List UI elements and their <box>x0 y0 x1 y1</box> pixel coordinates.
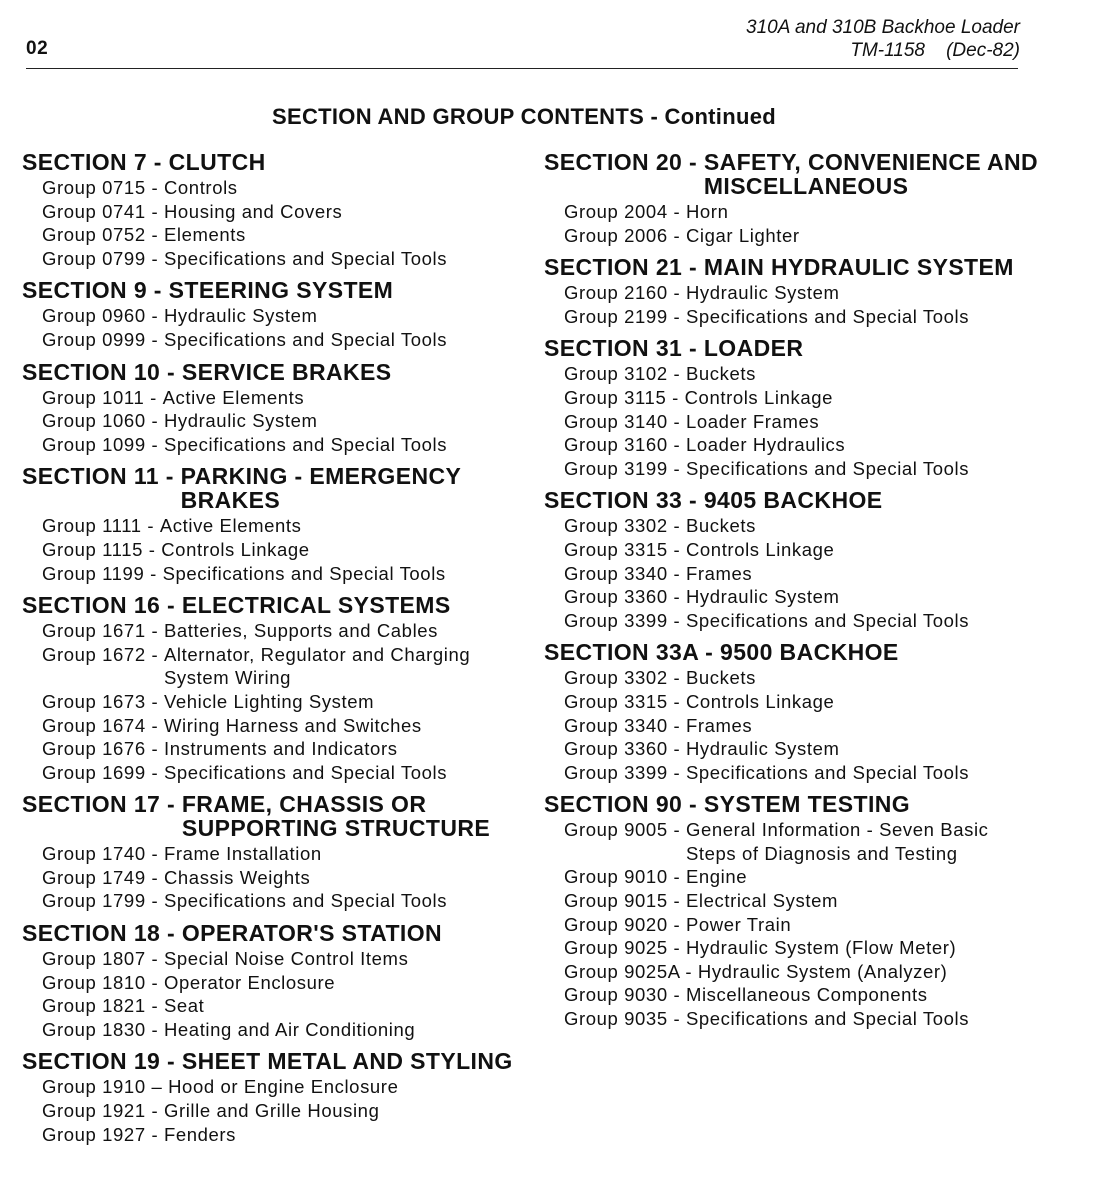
section-heading <box>22 921 522 945</box>
group-entry <box>544 386 1044 410</box>
group-entry <box>22 562 522 586</box>
toc-section <box>22 278 522 351</box>
section-title: SERVICE BRAKES <box>181 358 392 385</box>
toc-section <box>544 336 1044 480</box>
group-title: General Information - Seven Basic Steps of Diagnosis and Testing <box>685 819 989 864</box>
group-entry <box>544 457 1044 481</box>
group-code: Group 3102 - <box>564 363 686 385</box>
group-entry <box>22 889 522 913</box>
group-entry <box>544 538 1044 562</box>
group-code: Group 9025A - <box>564 960 698 982</box>
group-entry <box>544 514 1044 538</box>
group-code: Group 1011 - <box>42 386 163 408</box>
group-title: Hydraulic System (Flow Meter) <box>685 937 957 959</box>
group-code: Group 9015 - <box>564 890 686 912</box>
section-title: 9500 BACKHOE <box>720 639 899 666</box>
group-code: Group 1810 - <box>42 971 164 993</box>
group-entry <box>544 865 1044 889</box>
group-title: Vehicle Lighting System <box>163 690 375 712</box>
group-title: Hood or Engine Enclosure <box>168 1076 399 1098</box>
group-code: Group 1749 - <box>42 866 164 888</box>
group-code: Group 3199 - <box>564 457 686 479</box>
group-title: Hydraulic System <box>685 738 840 760</box>
document-code: TM-1158 (Dec-82) <box>850 40 1020 61</box>
group-entry <box>544 609 1044 633</box>
group-title: Seat <box>163 995 205 1017</box>
group-entry <box>544 690 1044 714</box>
group-entry <box>544 410 1044 434</box>
section-heading <box>544 488 1044 512</box>
section-heading <box>22 278 522 302</box>
group-title: Frame Installation <box>163 843 322 865</box>
group-code: Group 1671 - <box>42 620 164 642</box>
section-title: STEERING SYSTEM <box>168 277 394 304</box>
group-title: Electrical System <box>685 890 839 912</box>
section-title: PARKING - EMERGENCY BRAKES <box>180 463 461 514</box>
page-number: 02 <box>26 38 49 59</box>
left-column <box>22 150 522 1154</box>
group-title: Controls Linkage <box>685 690 835 712</box>
group-title: Specifications and Special Tools <box>163 328 448 350</box>
group-title: Hydraulic System <box>685 282 840 304</box>
group-entry <box>544 913 1044 937</box>
section-number: SECTION 18 - <box>22 920 182 947</box>
group-code: Group 1099 - <box>42 433 164 455</box>
document-header <box>746 16 1020 62</box>
group-code: Group 1699 - <box>42 761 164 783</box>
group-title: Specifications and Special Tools <box>163 761 448 783</box>
group-code: Group 1740 - <box>42 843 164 865</box>
group-title: Specifications and Special Tools <box>685 609 970 631</box>
section-heading <box>544 640 1044 664</box>
group-code: Group 2004 - <box>564 201 686 222</box>
section-heading <box>22 360 522 384</box>
group-code: Group 1927 - <box>42 1123 164 1145</box>
toc-section <box>22 360 522 457</box>
group-code: Group 0715 - <box>42 177 164 198</box>
group-title: Miscellaneous Components <box>685 984 928 1006</box>
group-code: Group 9020 - <box>564 913 686 935</box>
group-code: Group 9030 - <box>564 984 686 1006</box>
group-title: Cigar Lighter <box>685 224 800 246</box>
group-entry <box>22 223 522 247</box>
group-entry <box>544 936 1044 960</box>
group-code: Group 3315 - <box>564 690 686 712</box>
section-heading <box>544 150 1044 198</box>
section-heading <box>544 255 1044 279</box>
group-code: Group 3160 - <box>564 434 686 456</box>
group-entry <box>22 619 522 643</box>
group-entry <box>22 409 522 433</box>
section-number: SECTION 21 - <box>544 254 704 281</box>
group-title: Hydraulic System (Analyzer) <box>697 960 948 982</box>
toc-section <box>22 1049 522 1146</box>
group-code: Group 3399 - <box>564 761 686 783</box>
group-entry <box>22 761 522 785</box>
group-code: Group 3340 - <box>564 562 686 584</box>
group-code: Group 0799 - <box>42 247 164 269</box>
group-title: Hydraulic System <box>685 586 840 608</box>
group-entry <box>22 176 522 200</box>
group-code: Group 1199 - <box>42 562 163 584</box>
section-number: SECTION 11 - <box>22 463 181 490</box>
toc-section <box>22 921 522 1041</box>
group-title: Special Noise Control Items <box>163 948 409 970</box>
group-entry <box>22 328 522 352</box>
group-entry <box>22 386 522 410</box>
toc-section <box>22 150 522 270</box>
group-code: Group 1821 - <box>42 995 164 1017</box>
toc-section <box>544 792 1044 1030</box>
group-title: Specifications and Special Tools <box>685 1008 970 1030</box>
group-entry <box>544 200 1044 224</box>
group-code: Group 3140 - <box>564 410 686 432</box>
section-number: SECTION 19 - <box>22 1048 182 1075</box>
group-entry <box>544 224 1044 248</box>
group-code: Group 9005 - <box>564 819 686 841</box>
section-title: ELECTRICAL SYSTEMS <box>181 592 451 619</box>
section-title: MAIN HYDRAULIC SYSTEM <box>703 254 1014 281</box>
section-title: OPERATOR'S STATION <box>181 920 442 947</box>
group-entry <box>22 1075 522 1099</box>
section-title: CLUTCH <box>168 149 266 175</box>
group-title: Controls Linkage <box>684 386 834 408</box>
right-column <box>544 150 1044 1039</box>
group-title: Elements <box>163 224 246 246</box>
group-title: Loader Frames <box>685 410 820 432</box>
section-title: SYSTEM TESTING <box>703 791 911 818</box>
section-title: FRAME, CHASSIS OR SUPPORTING STRUCTURE <box>181 791 491 842</box>
group-title: Controls Linkage <box>685 538 835 560</box>
group-entry <box>22 304 522 328</box>
group-title: Specifications and Special Tools <box>685 457 970 479</box>
group-entry <box>544 818 1044 865</box>
group-code: Group 0752 - <box>42 224 164 246</box>
group-entry <box>544 305 1044 329</box>
group-code: Group 1115 - <box>42 538 162 560</box>
toc-section <box>544 255 1044 328</box>
group-entry <box>22 538 522 562</box>
group-entry <box>22 247 522 271</box>
group-entry <box>544 889 1044 913</box>
group-title: Specifications and Special Tools <box>162 562 446 584</box>
toc-section <box>22 464 522 585</box>
group-entry <box>22 200 522 224</box>
section-number: SECTION 7 - <box>22 149 169 175</box>
group-title: Hydraulic System <box>163 305 318 327</box>
group-code: Group 0741 - <box>42 200 164 222</box>
group-code: Group 3340 - <box>564 714 686 736</box>
page-title: SECTION AND GROUP CONTENTS - Continued <box>272 104 776 129</box>
section-heading <box>22 593 522 617</box>
group-entry <box>22 1018 522 1042</box>
document-title: 310A and 310B Backhoe Loader <box>746 17 1020 38</box>
toc-section <box>544 640 1044 784</box>
group-title: Buckets <box>685 363 756 385</box>
group-entry <box>544 281 1044 305</box>
group-entry <box>544 714 1044 738</box>
group-title: Specifications and Special Tools <box>163 247 448 269</box>
group-entry <box>544 1007 1044 1031</box>
group-entry <box>22 714 522 738</box>
group-title: Active Elements <box>159 515 302 537</box>
group-code: Group 3360 - <box>564 738 686 760</box>
group-code: Group 1799 - <box>42 890 164 912</box>
toc-section <box>544 488 1044 632</box>
section-number: SECTION 16 - <box>22 592 182 619</box>
section-number: SECTION 17 - <box>22 791 182 818</box>
group-code: Group 0960 - <box>42 305 164 327</box>
group-entry <box>544 983 1044 1007</box>
group-entry <box>544 585 1044 609</box>
group-entry <box>22 947 522 971</box>
group-title: Controls <box>163 177 238 198</box>
group-entry <box>544 362 1044 386</box>
toc-section <box>22 593 522 784</box>
group-code: Group 1673 - <box>42 690 164 712</box>
group-code: Group 3315 - <box>564 538 686 560</box>
group-title: Active Elements <box>162 386 305 408</box>
group-code: Group 2006 - <box>564 224 686 246</box>
group-code: Group 1111 - <box>42 515 160 537</box>
section-title: LOADER <box>703 335 804 362</box>
section-number: SECTION 31 - <box>544 335 704 362</box>
group-title: Specifications and Special Tools <box>163 433 448 455</box>
section-heading <box>544 792 1044 816</box>
group-title: Frames <box>685 562 753 584</box>
group-title: Grille and Grille Housing <box>163 1100 380 1122</box>
group-title: Housing and Covers <box>163 200 343 222</box>
group-title: Heating and Air Conditioning <box>163 1018 416 1040</box>
group-entry <box>544 737 1044 761</box>
group-code: Group 3360 - <box>564 586 686 608</box>
group-code: Group 9035 - <box>564 1008 686 1030</box>
group-entry <box>22 690 522 714</box>
section-number: SECTION 9 - <box>22 277 169 304</box>
group-code: Group 0999 - <box>42 328 164 350</box>
group-entry <box>22 994 522 1018</box>
group-code: Group 1676 - <box>42 738 164 760</box>
toc-section <box>22 792 522 913</box>
group-entry <box>544 960 1044 984</box>
group-code: Group 3302 - <box>564 515 686 537</box>
group-title: Specifications and Special Tools <box>163 890 448 912</box>
group-title: Engine <box>685 866 748 888</box>
group-entry <box>22 433 522 457</box>
group-entry <box>544 433 1044 457</box>
group-code: Group 9025 - <box>564 937 686 959</box>
group-title: Power Train <box>685 913 792 935</box>
group-title: Buckets <box>685 667 756 689</box>
group-title: Horn <box>685 201 729 222</box>
section-title: SHEET METAL AND STYLING <box>181 1048 513 1075</box>
group-code: Group 3302 - <box>564 667 686 689</box>
section-heading <box>22 464 522 512</box>
group-entry <box>22 514 522 538</box>
group-title: Wiring Harness and Switches <box>163 714 422 736</box>
section-number: SECTION 33A - <box>544 639 720 666</box>
group-title: Alternator, Regulator and Charging System Wiring <box>163 643 471 689</box>
group-code: Group 1060 - <box>42 410 164 432</box>
group-title: Hydraulic System <box>163 410 318 432</box>
group-code: Group 3399 - <box>564 609 686 631</box>
header-divider <box>26 68 1018 69</box>
group-code: Group 1910 – <box>42 1076 169 1098</box>
group-title: Batteries, Supports and Cables <box>163 620 439 642</box>
group-code: Group 2160 - <box>564 282 686 304</box>
section-heading <box>22 150 522 174</box>
group-title: Specifications and Special Tools <box>685 305 970 327</box>
section-heading <box>22 1049 522 1073</box>
section-number: SECTION 10 - <box>22 358 182 385</box>
group-code: Group 2199 - <box>564 305 686 327</box>
group-entry <box>22 1123 522 1147</box>
section-title: SAFETY, CONVENIENCE AND MISCELLANEOUS <box>703 149 1039 199</box>
group-code: Group 1921 - <box>42 1100 164 1122</box>
group-code: Group 1830 - <box>42 1018 164 1040</box>
group-entry <box>22 737 522 761</box>
group-code: Group 1807 - <box>42 948 164 970</box>
group-code: Group 9010 - <box>564 866 686 888</box>
group-title: Fenders <box>163 1123 237 1145</box>
group-entry <box>544 666 1044 690</box>
section-title: 9405 BACKHOE <box>703 487 883 514</box>
group-entry <box>22 971 522 995</box>
group-entry <box>544 562 1044 586</box>
group-title: Frames <box>685 714 753 736</box>
group-code: Group 3115 - <box>564 386 685 408</box>
group-title: Chassis Weights <box>163 866 311 888</box>
group-entry <box>22 643 522 690</box>
section-heading <box>22 792 522 840</box>
group-entry <box>22 1099 522 1123</box>
section-number: SECTION 33 - <box>544 487 704 514</box>
group-title: Operator Enclosure <box>163 971 336 993</box>
toc-section <box>544 150 1044 247</box>
group-code: Group 1672 - <box>42 643 164 665</box>
section-number: SECTION 90 - <box>544 791 704 818</box>
section-heading <box>544 336 1044 360</box>
group-title: Specifications and Special Tools <box>685 761 970 783</box>
group-entry <box>22 842 522 866</box>
group-title: Loader Hydraulics <box>685 434 846 456</box>
group-code: Group 1674 - <box>42 714 164 736</box>
section-number: SECTION 20 - <box>544 149 704 175</box>
group-title: Controls Linkage <box>161 538 310 560</box>
group-title: Buckets <box>685 515 756 537</box>
group-entry <box>544 761 1044 785</box>
group-title: Instruments and Indicators <box>163 738 398 760</box>
group-entry <box>22 866 522 890</box>
